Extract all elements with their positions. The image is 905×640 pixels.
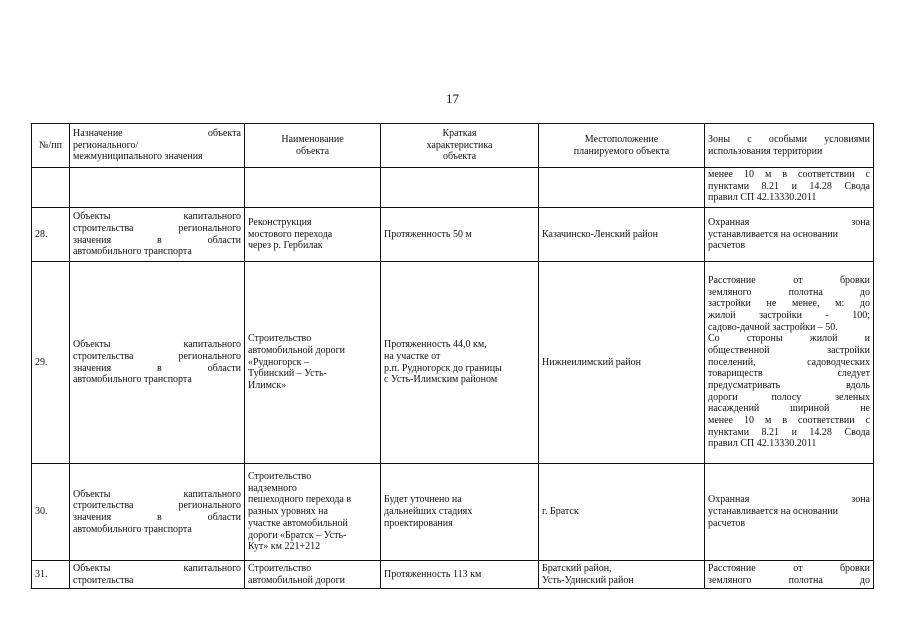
row-location: Казачинско-Ленский район	[539, 208, 705, 262]
row-purpose: Объекты капитального строительства регионального значения в области автомобильного транспорта	[70, 262, 245, 464]
table-header-row	[32, 124, 874, 168]
header-purpose: Назначение объекта регионального/ межмуниципального значения	[70, 124, 245, 168]
row-name: Строительство автомобильной дороги	[245, 561, 381, 589]
row-zones: Охранная зона устанавливается на основании расчетов	[705, 208, 874, 262]
table-row	[32, 168, 874, 208]
row-location	[539, 168, 705, 208]
row-name: Строительство автомобильной дороги «Рудногорск – Тубинский – Усть- Илимск»	[245, 262, 381, 464]
row-num: 29.	[32, 262, 70, 464]
row-zones: Расстояние от бровки земляного полотна до застройки не менее, м: до жилой застройки - 100; садово-дачной застройки – 50. Со стороны жилой и общественной застройки поселений, садоводческих товариществ следует предусматривать вдоль дороги полосу зеленых насаждений шириной не менее 10 м в соответствии с пунктами 8.21 и 14.28 Свода правил СП 42.13330.2011	[705, 262, 874, 464]
row-num: 30.	[32, 464, 70, 561]
header-name: Наименование объекта	[245, 124, 381, 168]
header-location: Местоположение планируемого объекта	[539, 124, 705, 168]
row-characteristics: Протяженность 44,0 км, на участке от р.п. Рудногорск до границы с Усть-Илимским районом	[381, 262, 539, 464]
row-characteristics: Протяженность 50 м	[381, 208, 539, 262]
row-location: г. Братск	[539, 464, 705, 561]
header-num: №/пп	[32, 124, 70, 168]
table-row	[32, 262, 874, 464]
row-num: 31.	[32, 561, 70, 589]
row-location: Братский район, Усть-Удинский район	[539, 561, 705, 589]
table-body	[32, 168, 874, 589]
table-row	[32, 561, 874, 589]
table-row	[32, 208, 874, 262]
row-name: Реконструкция мостового перехода через р. Гербилак	[245, 208, 381, 262]
row-num	[32, 168, 70, 208]
row-characteristics	[381, 168, 539, 208]
row-purpose: Объекты капитального строительства	[70, 561, 245, 589]
page-number: 17	[446, 91, 459, 106]
table-row	[32, 464, 874, 561]
header-zones: Зоны с особыми условиями использования территории	[705, 124, 874, 168]
row-zones: Расстояние от бровки земляного полотна до	[705, 561, 874, 589]
row-purpose: Объекты капитального строительства регионального значения в области автомобильного транспорта	[70, 208, 245, 262]
row-name: Строительство надземного пешеходного перехода в разных уровнях на участке автомобильной дороги «Братск – Усть- Кут» км 221+212	[245, 464, 381, 561]
row-zones: менее 10 м в соответствии с пунктами 8.21 и 14.28 Свода правил СП 42.13330.2011	[705, 168, 874, 208]
header-characteristics: Краткая характеристика объекта	[381, 124, 539, 168]
row-characteristics: Будет уточнено на дальнейших стадиях проектирования	[381, 464, 539, 561]
row-purpose: Объекты капитального строительства регионального значения в области автомобильного транспорта	[70, 464, 245, 561]
row-location: Нижнеилимский район	[539, 262, 705, 464]
row-purpose	[70, 168, 245, 208]
objects-table	[31, 123, 874, 589]
row-num: 28.	[32, 208, 70, 262]
row-zones: Охранная зона устанавливается на основании расчетов	[705, 464, 874, 561]
row-characteristics: Протяженность 113 км	[381, 561, 539, 589]
row-name	[245, 168, 381, 208]
